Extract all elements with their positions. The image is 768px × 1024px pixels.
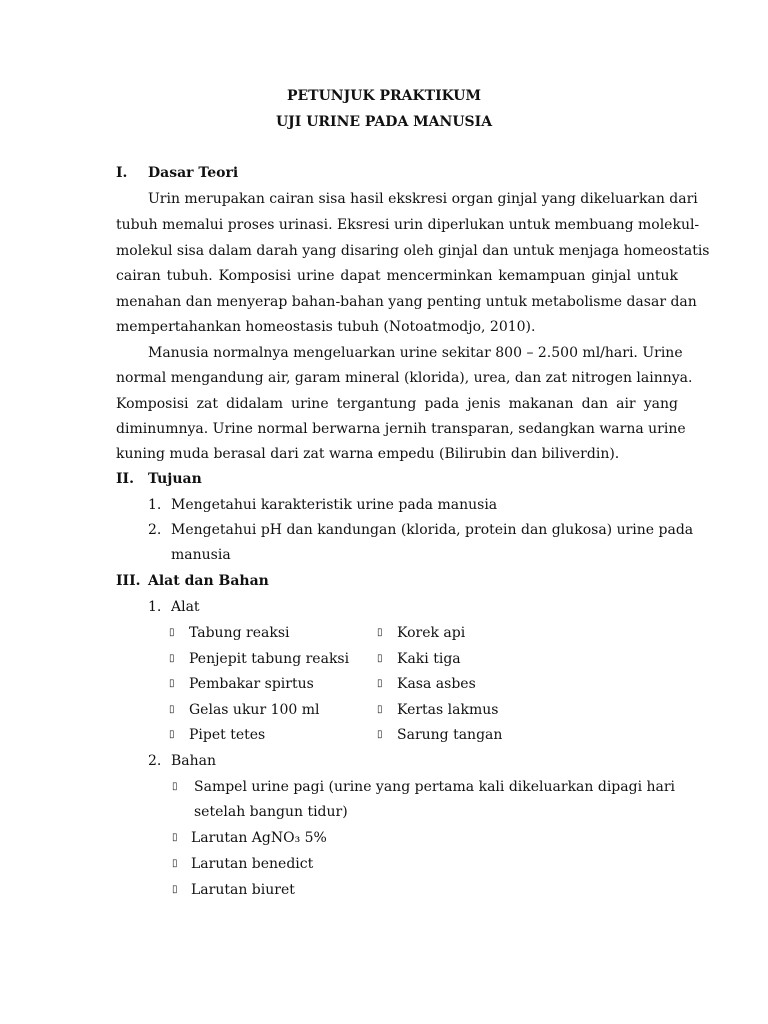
subsection-label-alat: Alat: [171, 599, 200, 615]
section-heading-tujuan: Tujuan: [148, 471, 202, 487]
bullet-icon: ▯: [172, 858, 178, 869]
bullet-icon: ▯: [377, 704, 383, 715]
alat-item: Kertas lakmus: [397, 702, 499, 718]
title-line-1: PETUNJUK PRAKTIKUM: [286, 88, 482, 104]
alat-item: Tabung reaksi: [189, 625, 290, 641]
section-number: III.: [116, 573, 141, 589]
bahan-item: Larutan biuret: [191, 882, 295, 898]
bahan-item: Larutan AgNO₃ 5%: [191, 830, 327, 846]
paragraph-line: Manusia normalnya mengeluarkan urine sekitar 800 – 2.500 ml/hari. Urine: [148, 345, 683, 361]
alat-item: Pipet tetes: [189, 727, 266, 743]
bullet-icon: ▯: [377, 729, 383, 740]
bullet-icon: ▯: [169, 678, 175, 689]
bahan-item: Larutan benedict: [191, 856, 314, 872]
paragraph-line: mempertahankan homeostasis tubuh (Notoatmodjo, 2010).: [116, 319, 536, 335]
alat-item: Gelas ukur 100 ml: [189, 702, 320, 718]
bullet-icon: ▯: [377, 678, 383, 689]
bullet-icon: ▯: [377, 627, 383, 638]
bullet-icon: ▯: [169, 729, 175, 740]
list-item-continuation: manusia: [171, 547, 231, 563]
alat-item: Kaki tiga: [397, 651, 461, 667]
paragraph-line: menahan dan menyerap bahan-bahan yang penting untuk metabolisme dasar dan: [116, 294, 697, 310]
list-item: Mengetahui karakteristik urine pada manusia: [171, 497, 498, 513]
alat-item: Penjepit tabung reaksi: [189, 651, 350, 667]
paragraph-line: molekul sisa dalam darah yang disaring oleh ginjal dan untuk menjaga homeostatis: [116, 243, 710, 259]
list-number: 1.: [148, 497, 162, 513]
list-number: 1.: [148, 599, 162, 615]
paragraph-line: diminumnya. Urine normal berwarna jernih transparan, sedangkan warna urine: [116, 421, 686, 437]
section-heading-dasar-teori: Dasar Teori: [148, 165, 239, 181]
bullet-icon: ▯: [169, 704, 175, 715]
bullet-icon: ▯: [169, 627, 175, 638]
alat-item: Pembakar spirtus: [189, 676, 314, 692]
paragraph-line: kuning muda berasal dari zat warna empedu (Bilirubin dan biliverdin).: [116, 446, 620, 462]
bullet-icon: ▯: [172, 781, 178, 792]
list-item: Mengetahui pH dan kandungan (klorida, protein dan glukosa) urine pada: [171, 522, 694, 538]
alat-item: Kasa asbes: [397, 676, 476, 692]
paragraph-line: normal mengandung air, garam mineral (klorida), urea, dan zat nitrogen lainnya.: [116, 370, 693, 386]
section-number: I.: [116, 165, 128, 181]
section-heading-alat-bahan: Alat dan Bahan: [148, 573, 269, 589]
title-line-2: UJI URINE PADA MANUSIA: [275, 114, 493, 130]
list-number: 2.: [148, 753, 162, 769]
bullet-icon: ▯: [169, 653, 175, 664]
paragraph-line: Urin merupakan cairan sisa hasil ekskresi organ ginjal yang dikeluarkan dari: [148, 191, 698, 207]
bullet-icon: ▯: [172, 832, 178, 843]
bahan-item: Sampel urine pagi (urine yang pertama kali dikeluarkan dipagi hari: [194, 779, 676, 795]
paragraph-line: cairan tubuh. Komposisi urine dapat mencerminkan kemampuan ginjal untuk: [116, 268, 678, 284]
list-number: 2.: [148, 522, 162, 538]
bullet-icon: ▯: [377, 653, 383, 664]
paragraph-line: tubuh memalui proses urinasi. Eksresi urin diperlukan untuk membuang molekul-: [116, 217, 700, 233]
section-number: II.: [116, 471, 134, 487]
bahan-item-continuation: setelah bangun tidur): [194, 804, 348, 820]
subsection-label-bahan: Bahan: [171, 753, 217, 769]
bullet-icon: ▯: [172, 884, 178, 895]
alat-item: Sarung tangan: [397, 727, 503, 743]
paragraph-line: Komposisi zat didalam urine tergantung pada jenis makanan dan air yang: [116, 396, 678, 412]
alat-item: Korek api: [397, 625, 466, 641]
